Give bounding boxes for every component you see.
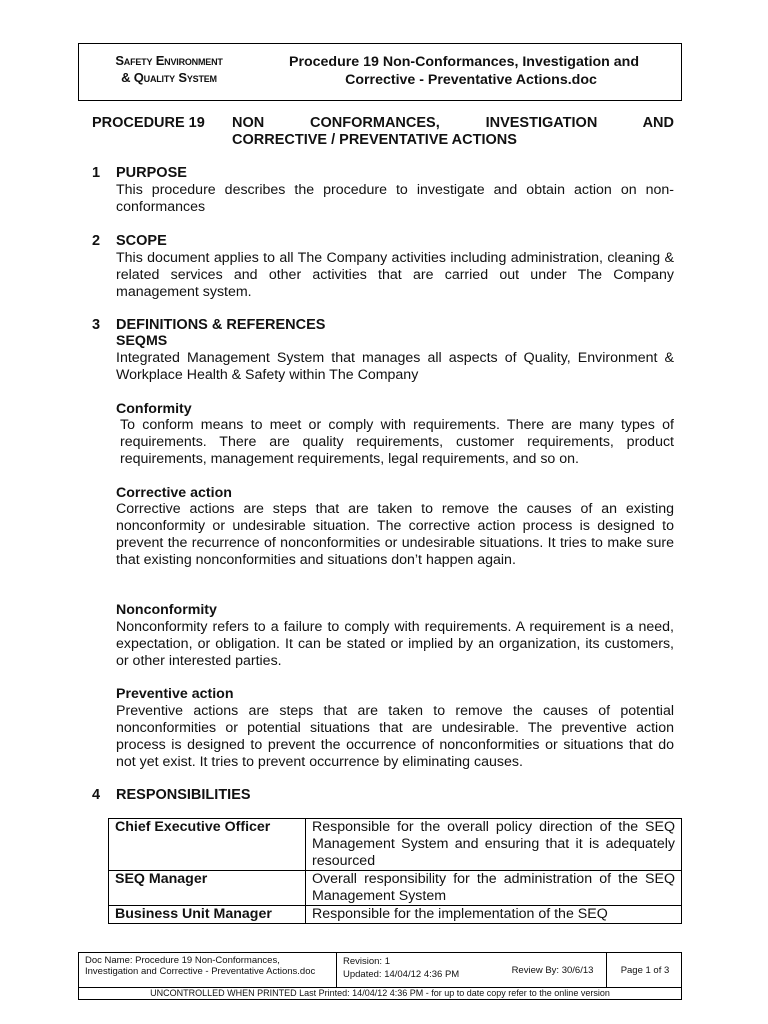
table-row [109, 906, 682, 924]
section-number: 2 [92, 233, 101, 249]
definition-text-nonconformity: Nonconformity refers to a failure to comply with requirements. A requirement is a need, expectation, or obligation. It can be stated or implied by an organization, its customers, or other interested parties. [116, 619, 674, 669]
procedure-title-line1: NON CONFORMANCES, INVESTIGATION AND [232, 115, 674, 131]
section-title-responsibilities: RESPONSIBILITIES [116, 787, 251, 803]
section-title-definitions: DEFINITIONS & REFERENCES [116, 317, 326, 333]
definition-term-seqms: SEQMS [116, 333, 168, 349]
section-number: 1 [92, 165, 101, 181]
section-number: 4 [92, 787, 101, 803]
role-description: Responsible for the implementation of the SEQ [306, 906, 682, 924]
section-title-purpose: PURPOSE [116, 165, 187, 181]
definition-text-preventive-action: Preventive actions are steps that are taken to remove the causes of potential nonconformities or potential situations that are undesirable. The preventive action process is designed to prevent the occurrence of nonconformities or situations that do not yet exist. It tries to prevent occurrence by eliminating causes. [116, 703, 674, 770]
footer-uncontrolled-notice: UNCONTROLLED WHEN PRINTED Last Printed: 14/04/12 4:36 PM - for up to date copy refer to the online version [78, 987, 682, 1000]
document-title-line1: Procedure 19 Non-Conformances, Investigation and [288, 54, 640, 70]
document-footer [78, 952, 682, 988]
role-description: Responsible for the overall policy direction of the SEQ Management System and ensuring that it is adequately resourced [306, 819, 682, 871]
procedure-title-line2: CORRECTIVE / PREVENTATIVE ACTIONS [232, 132, 517, 148]
system-name-line2: & Quality System [121, 70, 217, 85]
role-cell: SEQ Manager [109, 871, 306, 906]
definition-term-preventive-action: Preventive action [116, 686, 234, 702]
responsibilities-table [108, 818, 682, 924]
document-header [78, 43, 682, 101]
definition-text-conformity: To conform means to meet or comply with requirements. There are many types of requirements. There are quality requirements, customer requirements, product requirements, management requirements, legal requirements, and so on. [120, 417, 674, 467]
system-name-line1: Safety Environment [115, 53, 223, 68]
purpose-text: This procedure describes the procedure to investigate and obtain action on non-conformances [116, 182, 674, 215]
procedure-label: PROCEDURE 19 [92, 115, 205, 131]
role-cell: Chief Executive Officer [109, 819, 306, 871]
document-title [249, 53, 679, 89]
definition-term-nonconformity: Nonconformity [116, 602, 217, 618]
definition-term-corrective-action: Corrective action [116, 485, 232, 501]
footer-page-number: Page 1 of 3 [620, 965, 670, 976]
definition-term-conformity: Conformity [116, 401, 192, 417]
table-row [109, 819, 682, 871]
role-description: Overall responsibility for the administration of the SEQ Management System [306, 871, 682, 906]
role-cell: Business Unit Manager [109, 906, 306, 924]
document-title-line2: Corrective - Preventative Actions.doc [345, 72, 597, 88]
scope-text: This document applies to all The Company activities including administration, cleaning & related services and other activities that are carried out under The Company management system. [116, 250, 674, 300]
system-name [79, 52, 259, 86]
section-number: 3 [92, 317, 101, 333]
footer-updated: Updated: 14/04/12 4:36 PM [343, 969, 460, 980]
footer-review-by: Review By: 30/6/13 [499, 953, 607, 988]
footer-doc-name: Doc Name: Procedure 19 Non-Conformances, Investigation and Corrective - Preventative Actions.doc [79, 953, 337, 988]
footer-revision-block [337, 953, 499, 988]
footer-revision: Revision: 1 [343, 956, 390, 967]
definition-text-corrective-action: Corrective actions are steps that are taken to remove the causes of an existing nonconformity or undesirable situation. The corrective action process is designed to prevent the recurrence of nonconformities or undesirable situations. It tries to make sure that existing nonconformities and situations don’t happen again. [116, 501, 674, 568]
definition-text-seqms: Integrated Management System that manages all aspects of Quality, Environment & Workplace Health & Safety within The Company [116, 350, 674, 383]
table-row [109, 871, 682, 906]
section-title-scope: SCOPE [116, 233, 167, 249]
